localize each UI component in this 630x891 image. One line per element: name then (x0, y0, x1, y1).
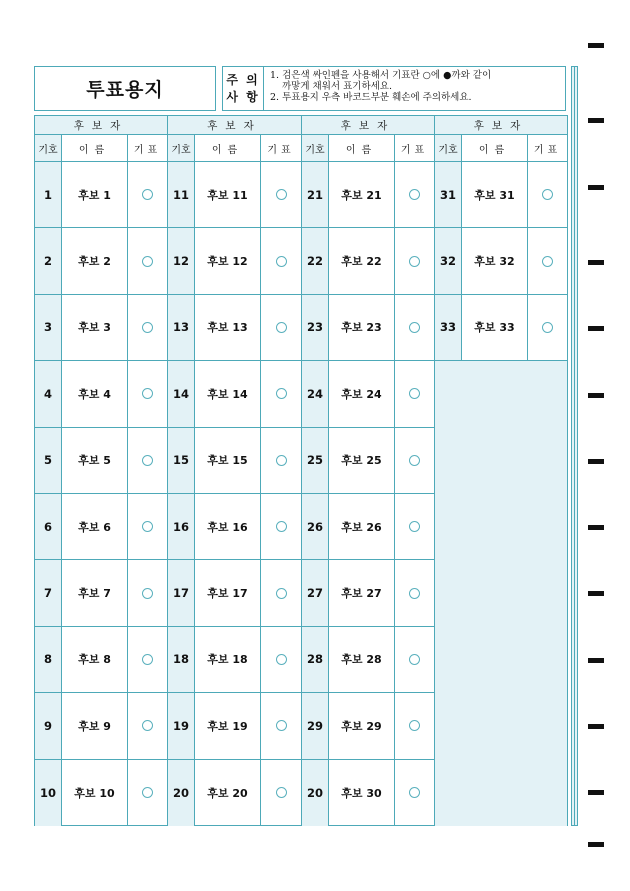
vote-mark-cell[interactable] (395, 627, 434, 692)
timing-marks (588, 0, 604, 891)
candidate-number: 3 (35, 295, 62, 360)
candidate-name: 후보 23 (329, 295, 395, 360)
notice-box (222, 66, 566, 111)
column-header-row (168, 135, 301, 162)
candidate-name: 후보 11 (195, 162, 261, 227)
column-header-number: 기호 (302, 135, 329, 161)
candidate-row (35, 494, 167, 560)
timing-mark (588, 260, 604, 265)
timing-mark (588, 393, 604, 398)
candidate-name: 후보 33 (462, 295, 528, 360)
candidate-name: 후보 15 (195, 428, 261, 493)
vote-mark-cell[interactable] (395, 295, 434, 360)
column-header-mark: 기표 (133, 144, 162, 156)
vote-circle-icon[interactable] (276, 388, 287, 399)
vote-mark-cell[interactable] (261, 162, 301, 227)
ballot-title: 투표용지 (34, 66, 216, 111)
candidate-row (35, 361, 167, 427)
candidate-number: 8 (35, 627, 62, 692)
vote-mark-cell[interactable] (128, 428, 167, 493)
vote-mark-cell[interactable] (128, 760, 167, 826)
candidate-name: 후보 29 (329, 693, 395, 758)
candidate-row (35, 693, 167, 759)
vote-circle-icon[interactable] (142, 322, 153, 333)
vote-mark-cell[interactable] (528, 162, 567, 227)
vote-circle-icon[interactable] (142, 256, 153, 267)
vote-mark-cell[interactable] (261, 494, 301, 559)
candidate-row (35, 627, 167, 693)
vote-mark-cell[interactable] (395, 560, 434, 625)
candidate-row (302, 428, 434, 494)
candidate-row (35, 162, 167, 228)
candidate-row (302, 693, 434, 759)
vote-circle-icon[interactable] (409, 189, 420, 200)
candidate-row (35, 760, 167, 826)
candidate-name: 후보 27 (329, 560, 395, 625)
vote-mark-cell[interactable] (128, 627, 167, 692)
vote-circle-icon[interactable] (409, 588, 420, 599)
column-header-name: 이름 (462, 135, 528, 161)
vote-mark-cell[interactable] (128, 361, 167, 426)
candidate-name: 후보 26 (329, 494, 395, 559)
vote-mark-cell[interactable] (261, 361, 301, 426)
candidate-table (34, 115, 568, 826)
vote-circle-icon[interactable] (276, 322, 287, 333)
column-header-number: 기호 (435, 135, 462, 161)
candidate-row (435, 228, 567, 294)
timing-mark (588, 525, 604, 530)
vote-mark-cell[interactable] (261, 228, 301, 293)
vote-mark-cell[interactable] (261, 693, 301, 758)
vote-mark-cell[interactable] (128, 693, 167, 758)
candidate-name: 후보 7 (62, 560, 128, 625)
timing-mark (588, 658, 604, 663)
candidate-number: 20 (302, 760, 329, 826)
candidate-group-3 (302, 116, 435, 825)
timing-mark (588, 459, 604, 464)
timing-mark (588, 118, 604, 123)
timing-mark (588, 326, 604, 331)
vote-circle-icon[interactable] (276, 189, 287, 200)
vote-mark-cell[interactable] (395, 494, 434, 559)
column-header-mark: 기표 (400, 144, 429, 156)
candidate-number: 17 (168, 560, 195, 625)
notice-text (264, 67, 565, 110)
column-header-number: 기호 (35, 135, 62, 161)
vote-circle-icon[interactable] (276, 720, 287, 731)
candidate-group-1 (35, 116, 168, 825)
candidate-name: 후보 28 (329, 627, 395, 692)
vote-mark-cell[interactable] (395, 428, 434, 493)
candidate-number: 28 (302, 627, 329, 692)
candidate-row (302, 627, 434, 693)
candidate-number: 33 (435, 295, 462, 360)
candidate-name: 후보 32 (462, 228, 528, 293)
notice-line-1: 1. 검은색 싸인펜을 사용해서 기표란 ○에 ●까와 같이 (270, 70, 492, 81)
candidate-row (35, 560, 167, 626)
candidate-name: 후보 21 (329, 162, 395, 227)
vote-circle-icon[interactable] (409, 654, 420, 665)
candidate-number: 9 (35, 693, 62, 758)
vote-circle-icon[interactable] (276, 654, 287, 665)
candidate-number: 13 (168, 295, 195, 360)
candidate-row (435, 295, 567, 361)
group-header: 후보자 (302, 116, 434, 135)
candidate-row (35, 428, 167, 494)
candidate-row (168, 693, 301, 759)
vote-circle-icon[interactable] (142, 720, 153, 731)
column-header-number: 기호 (168, 135, 195, 161)
candidate-row (168, 361, 301, 427)
vote-circle-icon[interactable] (142, 189, 153, 200)
candidate-row (302, 162, 434, 228)
vote-circle-icon[interactable] (542, 256, 553, 267)
candidate-number: 32 (435, 228, 462, 293)
notice-line-1b: 까맣게 채워서 표기하세요. (282, 81, 393, 92)
candidate-row (435, 162, 567, 228)
vote-circle-icon[interactable] (142, 588, 153, 599)
notice-line-2: 2. 투표용지 우측 바코드부분 훼손에 주의하세요. (270, 92, 472, 103)
vote-circle-icon[interactable] (276, 787, 287, 798)
candidate-row (302, 560, 434, 626)
vote-circle-icon[interactable] (142, 521, 153, 532)
vote-circle-icon[interactable] (542, 189, 553, 200)
vote-mark-cell[interactable] (128, 162, 167, 227)
empty-area (435, 361, 567, 826)
candidate-row (35, 295, 167, 361)
timing-mark (588, 43, 604, 48)
candidate-number: 2 (35, 228, 62, 293)
candidate-number: 31 (435, 162, 462, 227)
candidate-name: 후보 24 (329, 361, 395, 426)
vote-mark-cell[interactable] (128, 295, 167, 360)
vote-circle-icon[interactable] (276, 455, 287, 466)
notice-label-line2: 사 항 (226, 89, 260, 104)
timing-mark (588, 724, 604, 729)
candidate-row (168, 295, 301, 361)
timing-mark (588, 842, 604, 847)
vote-mark-cell[interactable] (395, 760, 434, 826)
vote-circle-icon[interactable] (409, 322, 420, 333)
vote-mark-cell[interactable] (528, 295, 567, 360)
candidate-name: 후보 25 (329, 428, 395, 493)
candidate-number: 6 (35, 494, 62, 559)
candidate-row (168, 162, 301, 228)
vote-circle-icon[interactable] (542, 322, 553, 333)
vote-circle-icon[interactable] (142, 654, 153, 665)
column-header-row (302, 135, 434, 162)
candidate-name: 후보 19 (195, 693, 261, 758)
vote-circle-icon[interactable] (409, 720, 420, 731)
column-header-name: 이름 (329, 135, 395, 161)
candidate-number: 23 (302, 295, 329, 360)
candidate-group-2 (168, 116, 302, 825)
vote-mark-cell[interactable] (128, 228, 167, 293)
candidate-number: 18 (168, 627, 195, 692)
candidate-name: 후보 1 (62, 162, 128, 227)
timing-mark (588, 185, 604, 190)
vote-mark-cell[interactable] (261, 627, 301, 692)
notice-label (223, 67, 264, 110)
column-header-row (435, 135, 567, 162)
candidate-number: 4 (35, 361, 62, 426)
candidate-name: 후보 18 (195, 627, 261, 692)
candidate-name: 후보 2 (62, 228, 128, 293)
vote-circle-icon[interactable] (142, 388, 153, 399)
candidate-row (168, 494, 301, 560)
vote-mark-cell[interactable] (261, 295, 301, 360)
candidate-row (302, 295, 434, 361)
candidate-row (302, 228, 434, 294)
candidate-number: 20 (168, 760, 195, 826)
vote-circle-icon[interactable] (409, 388, 420, 399)
vote-mark-cell[interactable] (528, 228, 567, 293)
candidate-row (168, 560, 301, 626)
candidate-row (168, 428, 301, 494)
candidate-row (302, 361, 434, 427)
candidate-name: 후보 5 (62, 428, 128, 493)
candidate-row (302, 494, 434, 560)
candidate-number: 16 (168, 494, 195, 559)
candidate-number: 10 (35, 760, 62, 826)
candidate-name: 후보 14 (195, 361, 261, 426)
vote-mark-cell[interactable] (128, 494, 167, 559)
candidate-number: 12 (168, 228, 195, 293)
vote-circle-icon[interactable] (142, 787, 153, 798)
candidate-number: 26 (302, 494, 329, 559)
candidate-number: 27 (302, 560, 329, 625)
vote-mark-cell[interactable] (395, 361, 434, 426)
barcode-strip (571, 66, 578, 826)
vote-circle-icon[interactable] (142, 455, 153, 466)
candidate-name: 후보 4 (62, 361, 128, 426)
vote-mark-cell[interactable] (261, 760, 301, 826)
candidate-number: 7 (35, 560, 62, 625)
candidate-number: 15 (168, 428, 195, 493)
vote-circle-icon[interactable] (276, 256, 287, 267)
candidate-name: 후보 13 (195, 295, 261, 360)
vote-mark-cell[interactable] (395, 228, 434, 293)
group-header: 후보자 (435, 116, 567, 135)
candidate-row (35, 228, 167, 294)
candidate-number: 1 (35, 162, 62, 227)
vote-circle-icon[interactable] (276, 588, 287, 599)
group-header: 후보자 (35, 116, 167, 135)
candidate-name: 후보 20 (195, 760, 261, 826)
candidate-name: 후보 30 (329, 760, 395, 826)
candidate-name: 후보 3 (62, 295, 128, 360)
timing-mark (588, 591, 604, 596)
vote-circle-icon[interactable] (276, 521, 287, 532)
vote-circle-icon[interactable] (409, 256, 420, 267)
column-header-name: 이름 (62, 135, 128, 161)
candidate-group-4 (435, 116, 567, 825)
column-header-mark: 기표 (533, 144, 562, 156)
notice-label-line1: 주 의 (226, 72, 260, 87)
candidate-name: 후보 12 (195, 228, 261, 293)
candidate-name: 후보 22 (329, 228, 395, 293)
vote-mark-cell[interactable] (395, 162, 434, 227)
candidate-row (168, 760, 301, 826)
candidate-name: 후보 31 (462, 162, 528, 227)
candidate-number: 11 (168, 162, 195, 227)
vote-mark-cell[interactable] (261, 428, 301, 493)
candidate-number: 14 (168, 361, 195, 426)
vote-mark-cell[interactable] (261, 560, 301, 625)
candidate-name: 후보 8 (62, 627, 128, 692)
candidate-name: 후보 10 (62, 760, 128, 826)
vote-circle-icon[interactable] (409, 455, 420, 466)
candidate-number: 24 (302, 361, 329, 426)
candidate-name: 후보 9 (62, 693, 128, 758)
candidate-number: 25 (302, 428, 329, 493)
group-header: 후보자 (168, 116, 301, 135)
candidate-number: 19 (168, 693, 195, 758)
candidate-name: 후보 16 (195, 494, 261, 559)
candidate-name: 후보 6 (62, 494, 128, 559)
candidate-number: 5 (35, 428, 62, 493)
candidate-number: 22 (302, 228, 329, 293)
candidate-row (168, 627, 301, 693)
candidate-number: 21 (302, 162, 329, 227)
vote-mark-cell[interactable] (395, 693, 434, 758)
vote-circle-icon[interactable] (409, 787, 420, 798)
column-header-row (35, 135, 167, 162)
candidate-number: 29 (302, 693, 329, 758)
timing-mark (588, 790, 604, 795)
candidate-row (168, 228, 301, 294)
column-header-name: 이름 (195, 135, 261, 161)
vote-mark-cell[interactable] (128, 560, 167, 625)
candidate-name: 후보 17 (195, 560, 261, 625)
vote-circle-icon[interactable] (409, 521, 420, 532)
candidate-row (302, 760, 434, 826)
column-header-mark: 기표 (267, 144, 295, 156)
